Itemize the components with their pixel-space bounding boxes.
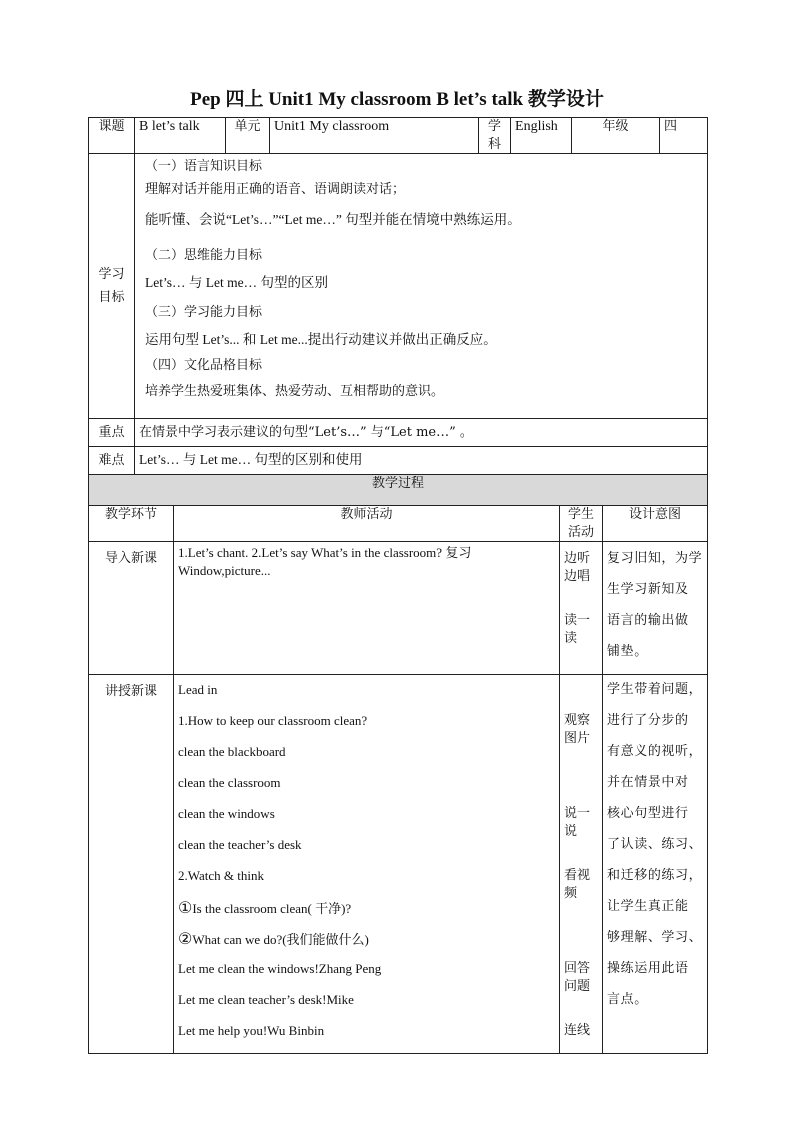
teacher-line: What’s in the classroom? <box>311 545 443 561</box>
document-title: Pep 四上 Unit1 My classroom B let’s talk 教学设计 <box>190 89 604 110</box>
objective-heading: （三）学习能力目标 <box>145 305 263 321</box>
teacher-line: clean the windows <box>178 806 275 822</box>
design-line: 铺垫。 <box>607 644 648 660</box>
student-line: 连线 <box>564 1023 591 1039</box>
design-line: 有意义的视听， <box>607 744 703 760</box>
design-line: 够理解、学习、 <box>607 930 703 946</box>
question-line: ②What can we do?(我们能做什么) <box>178 931 369 949</box>
teaching-row <box>89 675 708 1054</box>
design-line: 进行了分步的 <box>607 713 689 729</box>
key-point-label: 重点 <box>89 419 135 447</box>
speaker-name: Zhang Peng <box>318 961 382 977</box>
student-line: 看视频 <box>564 868 591 901</box>
objective-line: 培养学生热爱班集体、热爱劳动、互相帮助的意识。 <box>145 384 445 400</box>
dialog-line: Let me clean teacher’s desk!Mike <box>178 992 354 1008</box>
process-title: 教学过程 <box>89 475 708 506</box>
teaching-design <box>603 675 708 1054</box>
subject-label: 学科 <box>479 118 511 154</box>
key-point-row <box>89 419 708 447</box>
design-line: 学生带着问题， <box>607 682 703 698</box>
teacher-line: 2.Let’s say <box>251 545 308 561</box>
difficulty-row <box>89 447 708 475</box>
col-stage-header: 教学环节 <box>89 506 174 542</box>
design-line: 言点。 <box>607 992 648 1008</box>
process-title-row <box>89 475 708 506</box>
grade-value: 四 <box>660 118 708 154</box>
intro-student <box>560 542 603 675</box>
student-line: 边听边唱 <box>564 551 591 584</box>
objective-line: 理解对话并能用正确的语音、语调朗读对话； <box>145 182 406 198</box>
unit-value: Unit1 My classroom <box>270 118 479 154</box>
design-line: 让学生真正能 <box>607 899 689 915</box>
objective-line: 能听懂、会说“Let’s…”“Let me…” 句型并能在情境中熟练运用。 <box>145 212 521 228</box>
design-line: 和迁移的练习， <box>607 868 703 884</box>
header-row <box>89 118 708 154</box>
col-design-header: 设计意图 <box>603 506 708 542</box>
teacher-line: 1.How to keep our classroom clean? <box>178 713 368 729</box>
teacher-line: clean the blackboard <box>178 744 286 760</box>
objective-heading: （四）文化品格目标 <box>145 358 263 374</box>
intro-teacher <box>174 542 560 675</box>
student-line: 观察图片 <box>564 713 591 746</box>
teacher-line: Lead in <box>178 682 218 698</box>
student-line <box>564 581 598 612</box>
teacher-line: 1.Let’s chant. <box>178 545 249 561</box>
design-line: 并在情景中对 <box>607 775 689 791</box>
teacher-line: 2.Watch & think <box>178 868 264 884</box>
grade-label: 年级 <box>572 118 660 154</box>
intro-stage: 导入新课 <box>89 542 174 675</box>
speaker-name: Mike <box>326 992 354 1008</box>
dialog-line: Let me help you!Wu Binbin <box>178 1023 325 1039</box>
objective-line: 运用句型 Let’s... 和 Let me...提出行动建议并做出正确反应。 <box>145 332 497 348</box>
subject-value: English <box>511 118 572 154</box>
objective-heading: （二）思维能力目标 <box>145 248 263 264</box>
design-line: 复习旧知，为学 <box>607 551 703 567</box>
topic-value: B let’s talk <box>135 118 226 154</box>
design-line: 语言的输出做 <box>607 613 689 629</box>
student-line: 说一说 <box>564 806 591 839</box>
teacher-line: clean the teacher’s desk <box>178 837 302 853</box>
objective-line: Let’s… 与 Let me… 句型的区别 <box>145 275 328 291</box>
teacher-line: clean the classroom <box>178 775 281 791</box>
speaker-name: Wu Binbin <box>267 1023 325 1039</box>
student-line: 回答问题 <box>564 961 591 994</box>
difficulty-value: Let’s… 与 Let me… 句型的区别和使用 <box>135 447 708 475</box>
difficulty-label: 难点 <box>89 447 135 475</box>
design-line: 生学习新知及 <box>607 582 689 598</box>
col-student-header: 学生活动 <box>560 506 603 542</box>
intro-design <box>603 542 708 675</box>
teaching-teacher <box>174 675 560 1054</box>
objective-heading: （一）语言知识目标 <box>145 159 263 175</box>
objectives-content <box>135 154 708 419</box>
objectives-label: 学习 目标 <box>89 154 135 419</box>
design-line: 核心句型进行 <box>607 806 689 822</box>
teacher-line: 复习 Window,picture... <box>178 545 472 578</box>
objectives-row <box>89 154 708 419</box>
circled-number-two: ② <box>178 931 193 949</box>
process-header-row <box>89 506 708 542</box>
circled-number-one: ① <box>178 900 193 918</box>
col-teacher-header: 教师活动 <box>174 506 560 542</box>
teaching-student <box>560 675 603 1054</box>
teaching-stage: 讲授新课 <box>89 675 174 1054</box>
lesson-plan-table <box>88 117 708 1054</box>
student-line: 读一读 <box>564 613 591 646</box>
intro-row <box>89 542 708 675</box>
dialog-line: Let me clean the windows!Zhang Peng <box>178 961 382 977</box>
design-line: 操练运用此语 <box>607 961 689 977</box>
unit-label: 单元 <box>226 118 270 154</box>
topic-label: 课题 <box>89 118 135 154</box>
design-line: 了认读、练习、 <box>607 837 703 853</box>
question-line: ①Is the classroom clean( 干净)? <box>178 900 352 918</box>
key-point-value: 在情景中学习表示建议的句型“Let’s…” 与“Let me…” 。 <box>135 419 708 447</box>
